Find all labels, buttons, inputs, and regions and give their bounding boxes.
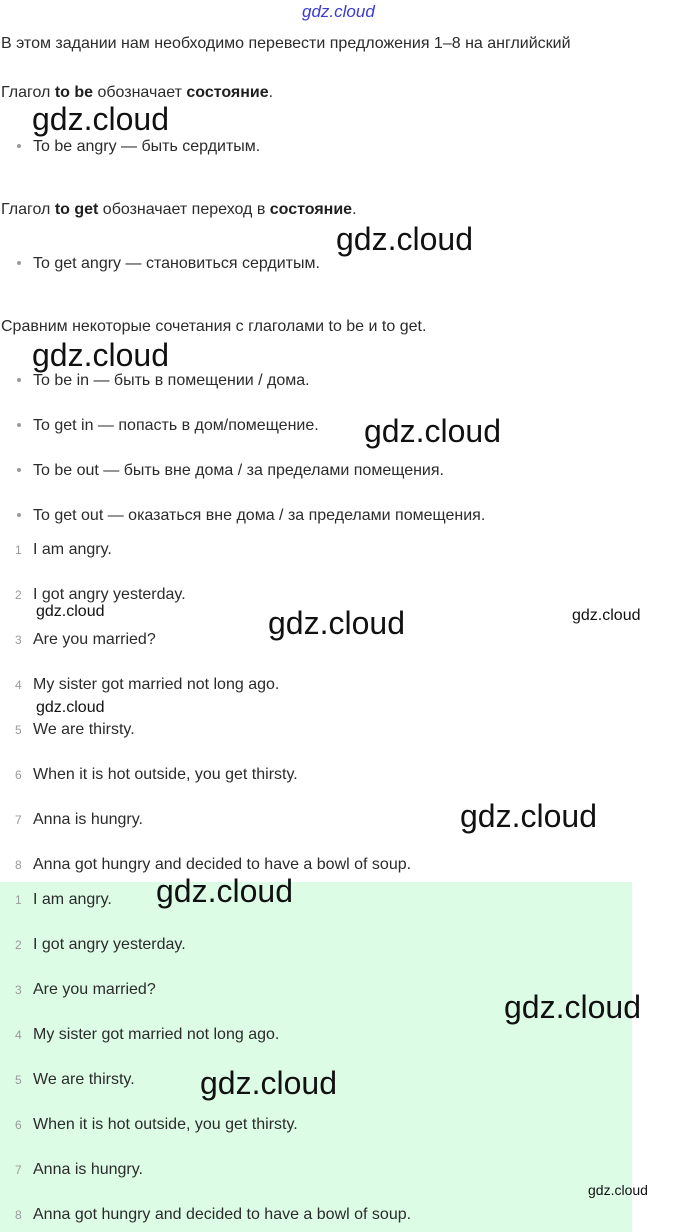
- list-item: 1 I am angry.: [15, 541, 112, 558]
- watermark: gdz.cloud: [572, 607, 641, 624]
- watermark: gdz.cloud: [336, 221, 473, 257]
- bullet-item: To get out — оказаться вне дома / за пределами помещения.: [17, 506, 485, 526]
- bullet-dot-icon: [17, 468, 21, 472]
- watermark: gdz.cloud: [460, 798, 597, 834]
- list-item: 3 Are you married?: [15, 631, 156, 648]
- watermark: gdz.cloud: [588, 1182, 648, 1198]
- watermark: gdz.cloud: [36, 699, 105, 716]
- answer-item: 3 Are you married?: [15, 981, 156, 998]
- watermark: gdz.cloud: [156, 873, 293, 909]
- watermark: gdz.cloud: [32, 101, 169, 137]
- verb-to-get: to get: [54, 201, 99, 218]
- watermark: gdz.cloud: [200, 1065, 337, 1101]
- to-get-definition: Глагол to get обозначает переход в состояние.: [1, 201, 357, 218]
- bullet-dot-icon: [17, 261, 21, 265]
- answer-item: 5 We are thirsty.: [15, 1071, 135, 1088]
- answer-item: 4 My sister got married not long ago.: [15, 1026, 280, 1043]
- answer-item: 1 I am angry.: [15, 891, 112, 908]
- verb-to-be: to be: [54, 84, 94, 101]
- answer-item: 8 Anna got hungry and decided to have a bowl of soup.: [15, 1206, 412, 1223]
- to-be-definition: Глагол to be обозначает состояние.: [1, 84, 274, 101]
- bullet-item: To be out — быть вне дома / за пределами помещения.: [17, 461, 444, 481]
- list-item: 7 Anna is hungry.: [15, 811, 143, 828]
- term-state: состояние: [269, 201, 353, 218]
- bullet-item: To be in — быть в помещении / дома.: [17, 371, 310, 391]
- watermark: gdz.cloud: [504, 989, 641, 1025]
- bullet-dot-icon: [17, 378, 21, 382]
- bullet-dot-icon: [17, 513, 21, 517]
- list-item: 4 My sister got married not long ago.: [15, 676, 280, 693]
- watermark: gdz.cloud: [32, 337, 169, 373]
- answer-item: 7 Anna is hungry.: [15, 1161, 143, 1178]
- answer-item: 2 I got angry yesterday.: [15, 936, 186, 953]
- answer-item: 6 When it is hot outside, you get thirsty.: [15, 1116, 298, 1133]
- watermark: gdz.cloud: [364, 413, 501, 449]
- compare-paragraph: Сравним некоторые сочетания с глаголами to be и to get.: [1, 318, 427, 335]
- site-logo-mark: gdz.cloud: [302, 2, 375, 21]
- list-item: 6 When it is hot outside, you get thirsty.: [15, 766, 298, 783]
- list-item: 2 I got angry yesterday.: [15, 586, 186, 603]
- intro-paragraph: В этом задании нам необходимо перевести предложения 1–8 на английский: [1, 35, 571, 52]
- bullet-item-to-get-angry: To get angry — становиться сердитым.: [17, 254, 320, 274]
- watermark: gdz.cloud: [36, 603, 105, 620]
- list-item: 5 We are thirsty.: [15, 721, 135, 738]
- bullet-item-to-be-angry: To be angry — быть сердитым.: [17, 137, 260, 157]
- watermark: gdz.cloud: [268, 605, 405, 641]
- bullet-dot-icon: [17, 423, 21, 427]
- term-state: состояние: [186, 84, 269, 101]
- bullet-dot-icon: [17, 144, 21, 148]
- bullet-item: To get in — попасть в дом/помещение.: [17, 416, 319, 436]
- list-item: 8 Anna got hungry and decided to have a bowl of soup.: [15, 856, 412, 873]
